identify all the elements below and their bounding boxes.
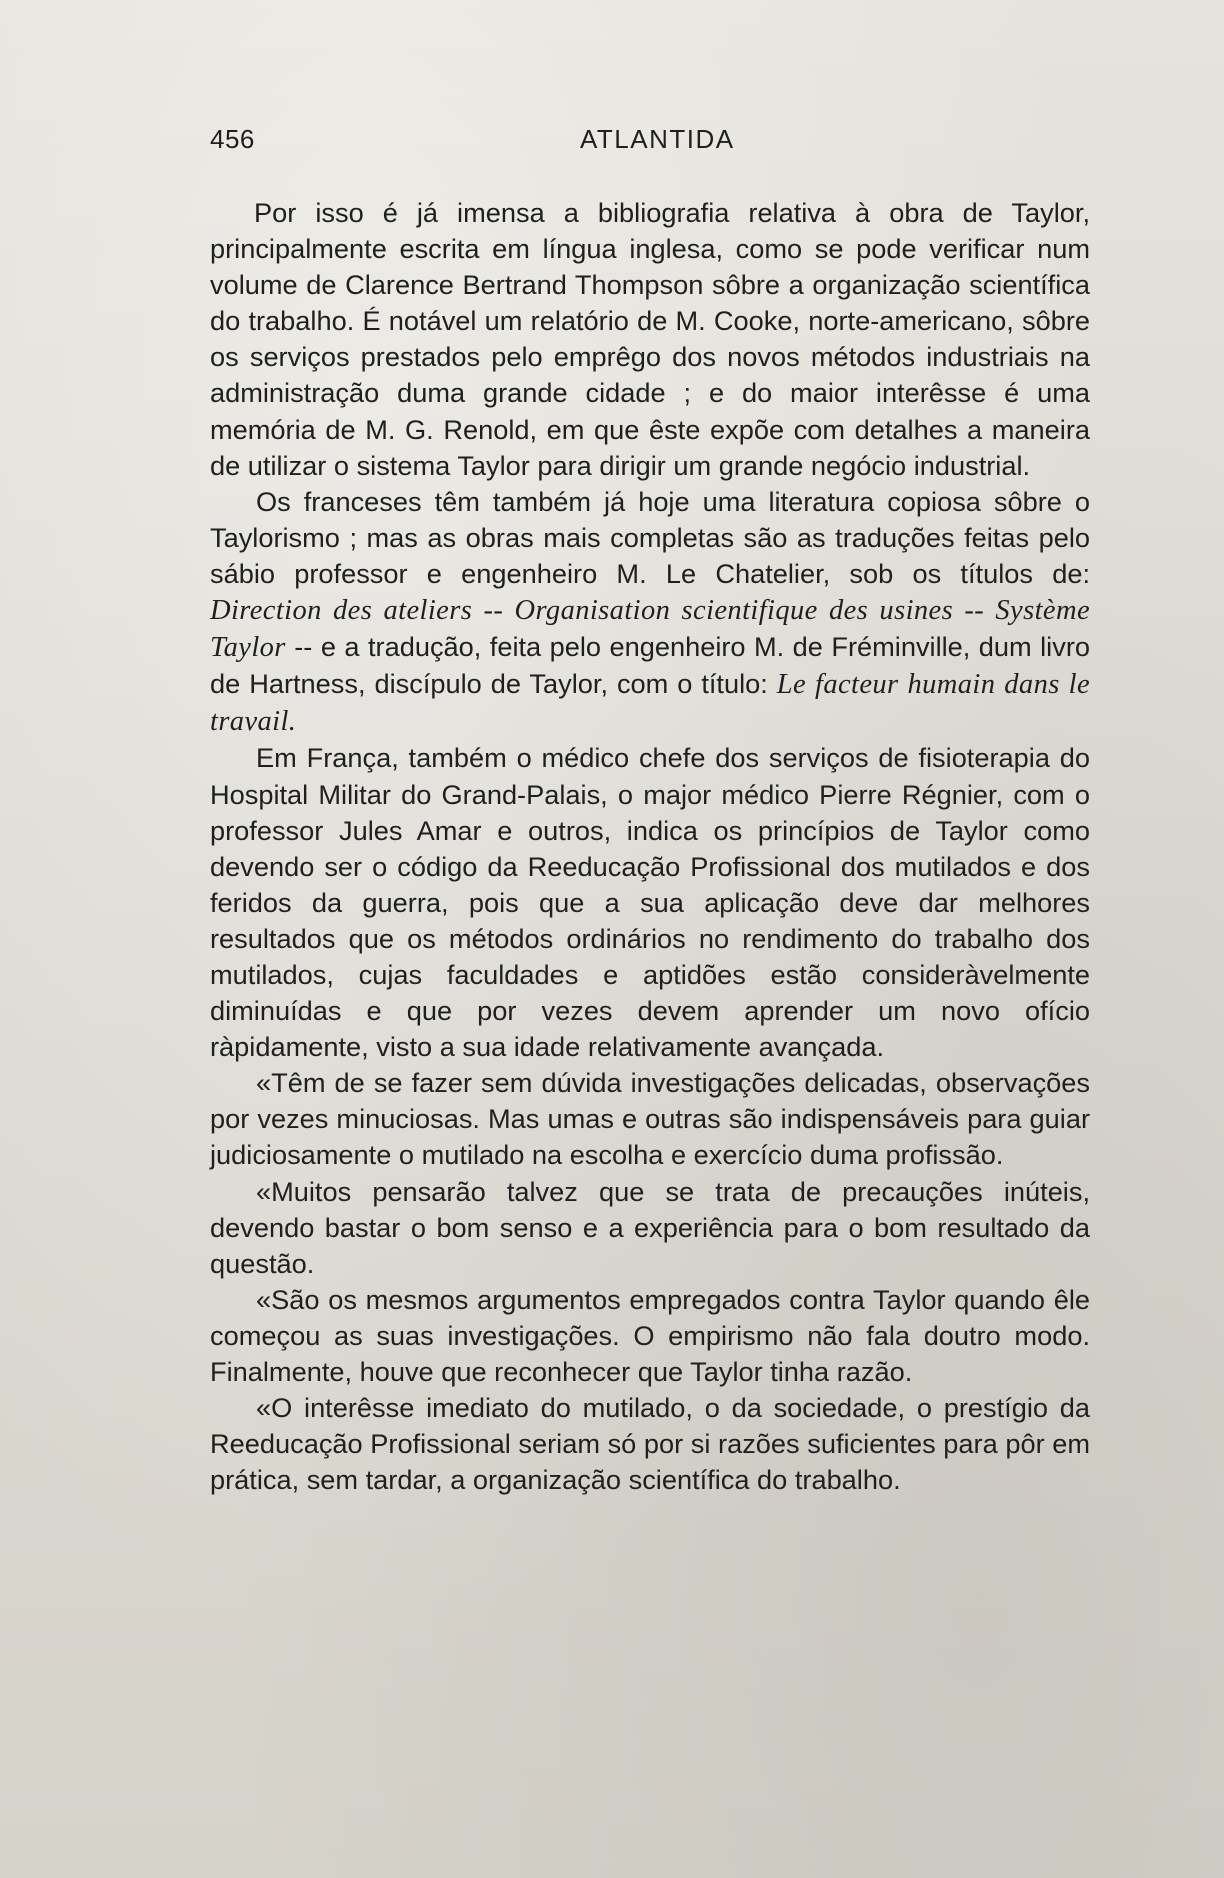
body-text: [210, 195, 1090, 1498]
paragraph-quote-precautions: [210, 1174, 1090, 1282]
paragraph-quote-arguments: [210, 1282, 1090, 1390]
paragraph-french-literature: [210, 484, 1090, 741]
book-title: Le facteur humain dans le travail.: [210, 669, 1090, 738]
paragraph-text: Em França, também o médico chefe dos serviços de fisioterapia do Hospital Militar do Grand-Palais, o major médico Pierre Régnier, com o professor Jules Amar e outros, indica os princípios de Taylor como devendo ser o código da Reeducação Profissional dos mutilados e dos feridos da guerra, pois que a sua aplicação deve dar melhores resultados que os métodos ordinários no rendimento do trabalho dos mutilados, cujas faculdades e aptidões estão consideràvelmente diminuídas e que por vezes devem aprender um novo ofício ràpidamente, visto a sua idade relativamente avançada.: [210, 742, 1090, 1063]
running-header: [210, 124, 1090, 164]
paragraph-france-reeducation: [210, 740, 1090, 1065]
paragraph-text: «Muitos pensarão talvez que se trata de precauções inúteis, devendo bastar o bom senso e a experiência para o bom resultado da questão.: [210, 1175, 1090, 1279]
running-title: ATLANTIDA: [580, 124, 735, 154]
paragraph-bibliography: [210, 195, 1090, 484]
paragraph-text: «Têm de se fazer sem dúvida investigações delicadas, observações por vezes minuciosas. Mas umas e outras são indispensáveis para guiar judiciosamente o mutilado na escolha e exercício duma profissão.: [210, 1067, 1090, 1171]
paragraph-text: «O interêsse imediato do mutilado, o da sociedade, o prestígio da Reeducação Profissional seriam só por si razões suficientes para pôr em prática, sem tardar, a organização scientífica do trabalho.: [210, 1392, 1090, 1496]
paragraph-text: Os franceses têm também já hoje uma literatura copiosa sôbre o Taylorismo ; mas as obras mais completas são as traduções feitas pelo sábio professor e engenheiro M. Le Chatelier, sob os títulos de:: [210, 485, 1090, 589]
paragraph-text: Por isso é já imensa a bibliografia relativa à obra de Taylor, principalmente escrita em língua inglesa, como se pode verificar num volume de Clarence Bertrand Thompson sôbre a organização scientífica do trabalho. É notável um relatório de M. Cooke, norte-americano, sôbre os serviços prestados pelo emprêgo dos novos métodos industriais na administração duma grande cidade ; e do maior interêsse é uma memória de M. G. Renold, em que êste expõe com detalhes a maneira de utilizar o sistema Taylor para dirigir um grande negócio industrial.: [210, 197, 1090, 481]
book-titles: Direction des ateliers -- Organisation scientifique des usines -- Système Taylor: [210, 595, 1090, 664]
paragraph-text: «São os mesmos argumentos empregados contra Taylor quando êle começou as suas investigações. O empirismo não fala doutro modo. Finalmente, houve que reconhecer que Taylor tinha razão.: [210, 1283, 1090, 1387]
paragraph-text: -- e a tradução, feita pelo engenheiro M. de Fréminville, dum livro de Hartness, discípulo de Taylor, com o título:: [210, 631, 1090, 700]
paragraph-quote-investigations: [210, 1065, 1090, 1173]
page-number: 456: [210, 124, 255, 154]
paragraph-quote-interest: [210, 1390, 1090, 1498]
